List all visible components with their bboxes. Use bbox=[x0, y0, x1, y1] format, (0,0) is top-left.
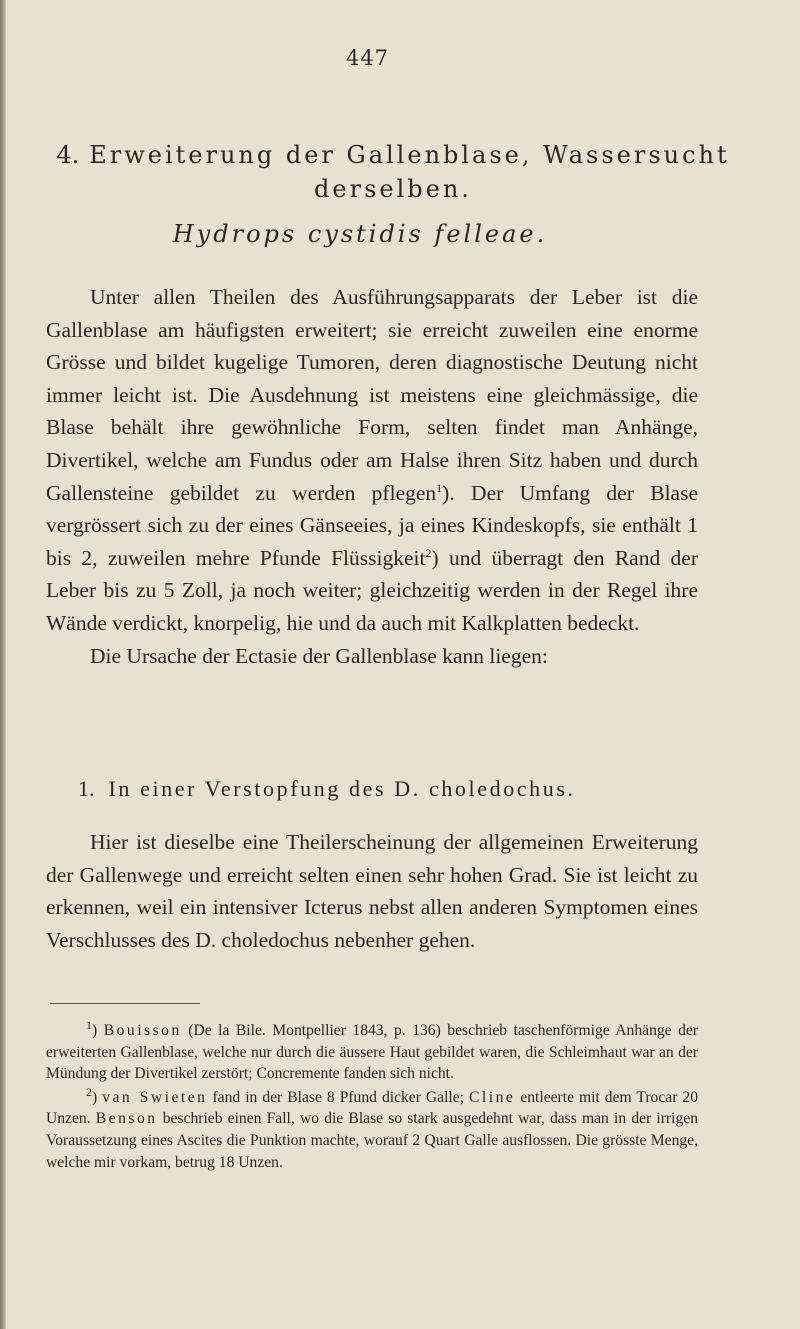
section-title: Erweiterung der Gallenblase, Wassersucht derselben. bbox=[89, 141, 730, 203]
page-edge bbox=[0, 0, 6, 1329]
footnote-author: Cline bbox=[469, 1088, 516, 1106]
latin-title: Hydrops cystidis felleae. bbox=[172, 220, 548, 248]
book-page bbox=[40, 0, 755, 1329]
paragraph-3: Hier ist dieselbe eine Theilerscheinung der allgemeinen Erweiterung der Gallenwege und erreicht selten einen sehr hohen Grad. Sie ist leicht zu erkennen, weil ein intensiver Icterus nebst allen anderen Symptomen eines Verschlusses des D. choledochus nebenher gehen. bbox=[46, 830, 698, 952]
subsection-text bbox=[46, 826, 698, 956]
main-text bbox=[46, 281, 698, 672]
footnote-2: $^2$) van Swieten fand in der Blase 8 Pfund dicker Galle; Cline entleerte mit dem Trocar 20 Unzen. Benson beschrieb einen Fall, wo die Blase so stark ausgedehnt war, dass man in der irrigen Voraussetzung eines Ascites die Punktion machte, worauf 2 Quart Galle ausflossen. Die grösste Menge, welche mir vorkam, betrug 18 Unzen. bbox=[46, 1084, 698, 1171]
paragraph-2: Die Ursache der Ectasie der Gallenblase kann liegen: bbox=[90, 643, 548, 668]
footnote-author: van Swieten bbox=[102, 1088, 208, 1106]
subsection-heading bbox=[78, 776, 718, 802]
section-heading bbox=[48, 138, 738, 206]
footnote-author: Benson bbox=[95, 1110, 158, 1128]
footnote-divider bbox=[50, 1003, 200, 1004]
footnote-author: Bouisson bbox=[103, 1022, 182, 1039]
footnotes bbox=[46, 1017, 699, 1175]
footnote-ref-2: 2 bbox=[425, 545, 432, 560]
paragraph-1: Unter allen Theilen des Ausführungsapparats der Leber ist die Gallenblase am häufigsten erweitert; sie erreicht zuweilen eine enorme Grösse und bildet kugelige Tumoren, deren diagnostische Deutung nicht immer leicht ist. Die Ausdehnung ist meistens eine gleichmässige, die Blase behält ihre gewöhnliche Form, selten findet man Anhänge, Divertikel, welche am Fundus oder am Halse ihren Sitz haben und durch Gallensteine gebildet zu werden pflegen$^1$). Der Umfang der Blase vergrössert sich zu der eines Gänseeies, ja eines Kindeskopfs, sie enthält 1 bis 2, zuweilen mehre Pfunde Flüssigkeit$^2$) und überragt den Rand der Leber bis zu 5 Zoll, ja noch weiter; gleichzeitig werden in der Regel ihre Wände verdickt, knorpelig, hie und da auch mit Kalkplatten bedeckt. bbox=[46, 285, 698, 635]
section-number: 4. bbox=[56, 141, 80, 169]
footnote-1: $^1$) Bouisson (De la Bile. Montpellier 1843, p. 136) beschrieb taschenförmige Anhänge der erweiterten Gallenblase, welche nur durch die äussere Haut gebildet waren, die Schleimhaut war an der Mündung der Divertikel zerstört; Concremente fanden sich nicht. bbox=[46, 1017, 699, 1083]
subsection-title: In einer Verstopfung des D. choledochus. bbox=[108, 776, 576, 801]
subsection-number: 1. bbox=[78, 776, 95, 801]
page-number: 447 bbox=[345, 46, 390, 70]
footnote-ref-1: 1 bbox=[436, 480, 443, 495]
